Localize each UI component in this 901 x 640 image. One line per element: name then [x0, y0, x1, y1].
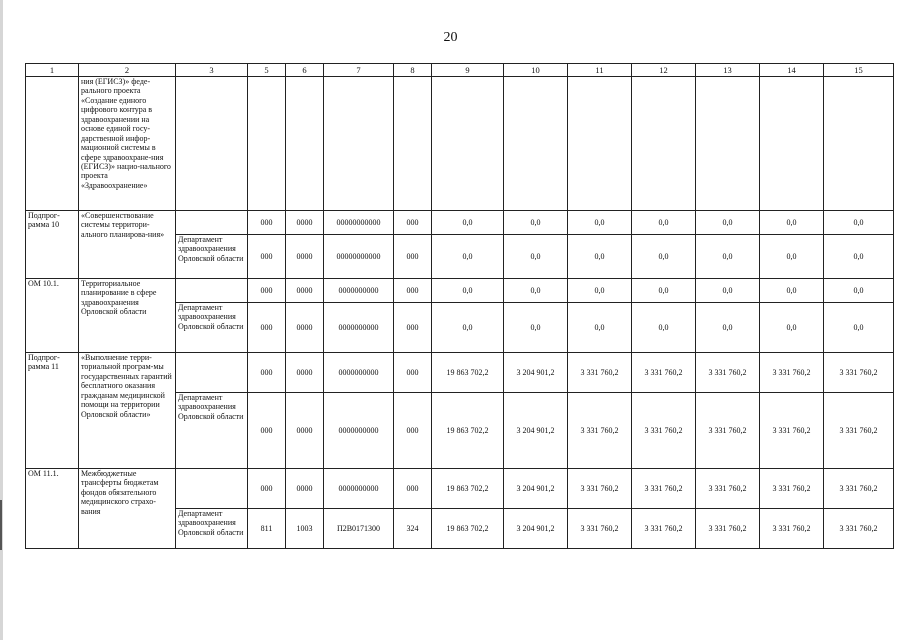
value-cell: 0,0	[696, 279, 760, 303]
value-cell: 000	[394, 303, 432, 353]
value-cell: 3 331 760,2	[760, 393, 824, 469]
value-cell: 3 331 760,2	[568, 353, 632, 393]
value-cell: 3 331 760,2	[568, 509, 632, 549]
value-cell: 0,0	[568, 235, 632, 279]
value-cell: 0000	[286, 303, 324, 353]
row-name-cell: «Выполнение терри-ториальной програм-мы государственных гарантий бесплатного оказания гражданам медицинской помощи на территории Орловской области»	[79, 353, 176, 469]
continuation-row	[26, 77, 894, 211]
value-cell: 00000000000	[324, 235, 394, 279]
value-cell: 0,0	[824, 279, 894, 303]
value-cell: 0,0	[824, 235, 894, 279]
header-cell: 9	[432, 64, 504, 77]
value-cell: 0,0	[432, 279, 504, 303]
value-cell: 324	[394, 509, 432, 549]
executor-cell: Департамент здравоохранения Орловской области	[176, 393, 248, 469]
value-cell: 0,0	[760, 279, 824, 303]
value-cell: 0,0	[432, 211, 504, 235]
value-cell: 19 863 702,2	[432, 509, 504, 549]
value-cell: 0000000000	[324, 469, 394, 509]
value-cell: 000	[248, 211, 286, 235]
empty-cell	[824, 77, 894, 211]
value-cell: 000	[394, 235, 432, 279]
value-cell: 0000	[286, 211, 324, 235]
value-cell: 000	[248, 353, 286, 393]
value-cell: 3 331 760,2	[760, 509, 824, 549]
value-cell: 0,0	[696, 303, 760, 353]
value-cell: 19 863 702,2	[432, 469, 504, 509]
value-cell: 0,0	[824, 303, 894, 353]
executor-cell: Департамент здравоохранения Орловской области	[176, 509, 248, 549]
empty-cell	[176, 77, 248, 211]
value-cell: 000	[394, 469, 432, 509]
value-cell: 19 863 702,2	[432, 353, 504, 393]
value-cell: 3 331 760,2	[696, 469, 760, 509]
empty-cell	[760, 77, 824, 211]
value-cell: 3 331 760,2	[824, 353, 894, 393]
value-cell: 3 331 760,2	[760, 353, 824, 393]
value-cell: 0000	[286, 279, 324, 303]
table-row	[26, 279, 894, 303]
value-cell: 0,0	[504, 211, 568, 235]
value-cell: 0,0	[568, 211, 632, 235]
value-cell: 0,0	[504, 303, 568, 353]
value-cell: 3 331 760,2	[760, 469, 824, 509]
value-cell: 0,0	[432, 303, 504, 353]
executor-cell	[176, 353, 248, 393]
empty-cell	[632, 77, 696, 211]
empty-cell	[432, 77, 504, 211]
value-cell: 000	[394, 279, 432, 303]
header-cell: 5	[248, 64, 286, 77]
value-cell: 19 863 702,2	[432, 393, 504, 469]
value-cell: П2В0171300	[324, 509, 394, 549]
value-cell: 000	[248, 303, 286, 353]
header-cell: 7	[324, 64, 394, 77]
value-cell: 3 331 760,2	[568, 469, 632, 509]
table-row	[26, 353, 894, 393]
value-cell: 1003	[286, 509, 324, 549]
row-name-cell: «Совершенствование системы территори-ального планирова-ния»	[79, 211, 176, 279]
header-cell: 12	[632, 64, 696, 77]
value-cell: 0,0	[568, 303, 632, 353]
value-cell: 0,0	[632, 211, 696, 235]
executor-cell	[176, 279, 248, 303]
value-cell: 3 331 760,2	[696, 353, 760, 393]
value-cell: 000	[394, 393, 432, 469]
value-cell: 3 331 760,2	[632, 509, 696, 549]
value-cell: 811	[248, 509, 286, 549]
empty-cell	[248, 77, 286, 211]
value-cell: 0,0	[696, 235, 760, 279]
value-cell: 0,0	[760, 303, 824, 353]
value-cell: 0000	[286, 393, 324, 469]
header-cell: 10	[504, 64, 568, 77]
row-code-cell: Подпрог-рамма 10	[26, 211, 79, 279]
row-name-cell: ния (ЕГИСЗ)» феде-ральнoго проекта «Создание единого цифрового контура в здравоохранении на основе единой госу-дарственной инфор-мационной системы в сфере здравоохране-ния (ЕГИСЗ)» нацио-нального проекта «Здравоохранение»	[79, 77, 176, 211]
empty-cell	[286, 77, 324, 211]
empty-cell	[568, 77, 632, 211]
budget-table	[25, 63, 894, 549]
empty-cell	[324, 77, 394, 211]
value-cell: 0,0	[632, 279, 696, 303]
header-cell: 13	[696, 64, 760, 77]
table-row	[26, 469, 894, 509]
value-cell: 0,0	[760, 235, 824, 279]
header-cell: 3	[176, 64, 248, 77]
row-name-cell: Территориальное планирование в сфере здравоохранения Орловской области	[79, 279, 176, 353]
header-cell: 11	[568, 64, 632, 77]
value-cell: 3 331 760,2	[696, 509, 760, 549]
value-cell: 0,0	[568, 279, 632, 303]
value-cell: 000	[394, 353, 432, 393]
empty-cell	[696, 77, 760, 211]
value-cell: 3 204 901,2	[504, 353, 568, 393]
row-code-cell: ОМ 11.1.	[26, 469, 79, 549]
value-cell: 0,0	[632, 303, 696, 353]
value-cell: 3 331 760,2	[632, 393, 696, 469]
value-cell: 3 204 901,2	[504, 469, 568, 509]
header-cell: 2	[79, 64, 176, 77]
value-cell: 0000	[286, 353, 324, 393]
value-cell: 0,0	[760, 211, 824, 235]
value-cell: 0,0	[824, 211, 894, 235]
value-cell: 0000000000	[324, 303, 394, 353]
value-cell: 0000000000	[324, 353, 394, 393]
value-cell: 0000	[286, 235, 324, 279]
value-cell: 000	[394, 211, 432, 235]
executor-cell	[176, 469, 248, 509]
header-cell: 6	[286, 64, 324, 77]
value-cell: 0000000000	[324, 279, 394, 303]
value-cell: 3 331 760,2	[632, 469, 696, 509]
value-cell: 00000000000	[324, 211, 394, 235]
executor-cell: Департамент здравоохранения Орловской области	[176, 303, 248, 353]
value-cell: 000	[248, 469, 286, 509]
value-cell: 3 204 901,2	[504, 393, 568, 469]
value-cell: 0,0	[504, 235, 568, 279]
header-cell: 15	[824, 64, 894, 77]
row-code-cell	[26, 77, 79, 211]
empty-cell	[504, 77, 568, 211]
value-cell: 3 204 901,2	[504, 509, 568, 549]
row-code-cell: Подпрог-рамма 11	[26, 353, 79, 469]
scan-binding-mark	[0, 500, 2, 550]
value-cell: 3 331 760,2	[824, 509, 894, 549]
value-cell: 000	[248, 393, 286, 469]
header-cell: 14	[760, 64, 824, 77]
value-cell: 000	[248, 279, 286, 303]
header-row	[26, 64, 894, 77]
value-cell: 3 331 760,2	[824, 469, 894, 509]
value-cell: 3 331 760,2	[632, 353, 696, 393]
value-cell: 3 331 760,2	[824, 393, 894, 469]
executor-cell: Департамент здравоохранения Орловской области	[176, 235, 248, 279]
value-cell: 3 331 760,2	[568, 393, 632, 469]
table-body	[26, 64, 894, 549]
value-cell: 0,0	[504, 279, 568, 303]
value-cell: 0,0	[632, 235, 696, 279]
executor-cell	[176, 211, 248, 235]
row-name-cell: Межбюджетные трансферты бюджетам фондов обязательного медицинского страхо-вания	[79, 469, 176, 549]
row-code-cell: ОМ 10.1.	[26, 279, 79, 353]
header-cell: 8	[394, 64, 432, 77]
empty-cell	[394, 77, 432, 211]
value-cell: 0,0	[696, 211, 760, 235]
value-cell: 0,0	[432, 235, 504, 279]
value-cell: 3 331 760,2	[696, 393, 760, 469]
value-cell: 0000	[286, 469, 324, 509]
value-cell: 000	[248, 235, 286, 279]
page-number: 20	[443, 30, 458, 45]
header-cell: 1	[26, 64, 79, 77]
value-cell: 0000000000	[324, 393, 394, 469]
table-row	[26, 211, 894, 235]
